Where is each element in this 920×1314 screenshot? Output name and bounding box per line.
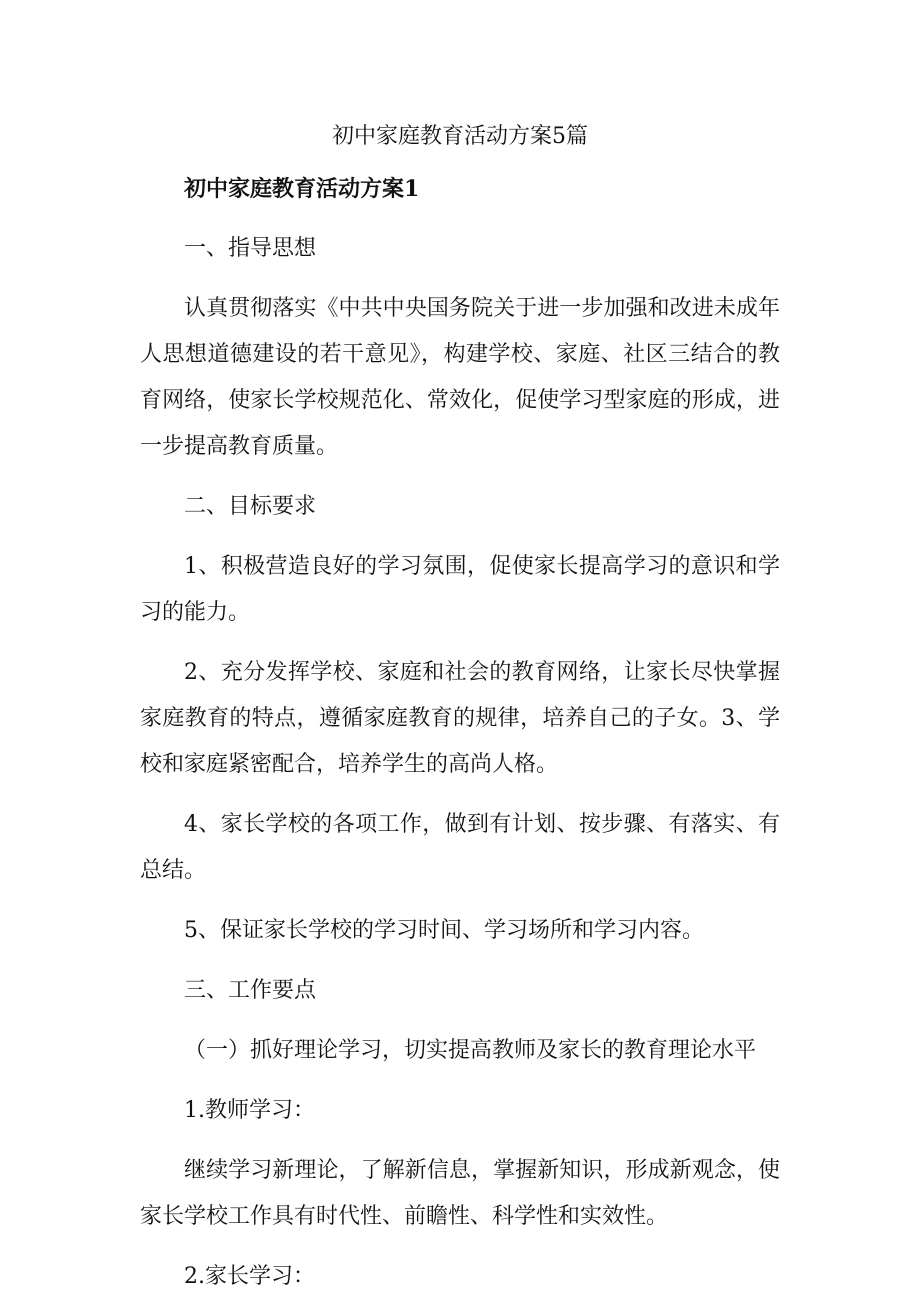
item-teacher-study: 1.教师学习： — [184, 1098, 315, 1123]
section-heading-plan-1: 初中家庭教育活动方案1 — [184, 176, 420, 202]
goal-item-2-3: 2、充分发挥学校、家庭和社会的教育网络，让家长尽快掌握家庭教育的特点，遵循家庭教育的规律，培养自己的子女。3、学校和家庭紧密配合，培养学生的高尚人格。 — [140, 660, 780, 777]
subheading-theory-study: （一）抓好理论学习，切实提高教师及家长的教育理论水平 — [184, 1038, 757, 1063]
paragraph-teacher-study: 继续学习新理论，了解新信息，掌握新知识，形成新观念，使家长学校工作具有时代性、前瞻性、科学性和实效性。 — [140, 1158, 780, 1229]
heading-work-points: 三、工作要点 — [184, 978, 317, 1003]
goal-item-5: 5、保证家长学校的学习时间、学习场所和学习内容。 — [184, 918, 704, 943]
paragraph-guiding-ideology: 认真贯彻落实《中共中央国务院关于进一步加强和改进未成年人思想道德建设的若干意见》，构建学校、家庭、社区三结合的教育网络，使家长学校规范化、常效化，促使学习型家庭的形成，进一步提高教育质量。 — [140, 296, 780, 459]
document-body — [140, 166, 780, 1314]
document-title: 初中家庭教育活动方案5篇 — [332, 124, 588, 149]
heading-guiding-ideology: 一、指导思想 — [184, 236, 317, 261]
goal-item-4: 4、家长学校的各项工作，做到有计划、按步骤、有落实、有总结。 — [140, 812, 780, 883]
item-parent-study: 2.家长学习： — [184, 1264, 315, 1289]
heading-goals: 二、目标要求 — [184, 494, 317, 519]
goal-item-1: 1、积极营造良好的学习氛围，促使家长提高学习的意识和学习的能力。 — [140, 554, 780, 625]
